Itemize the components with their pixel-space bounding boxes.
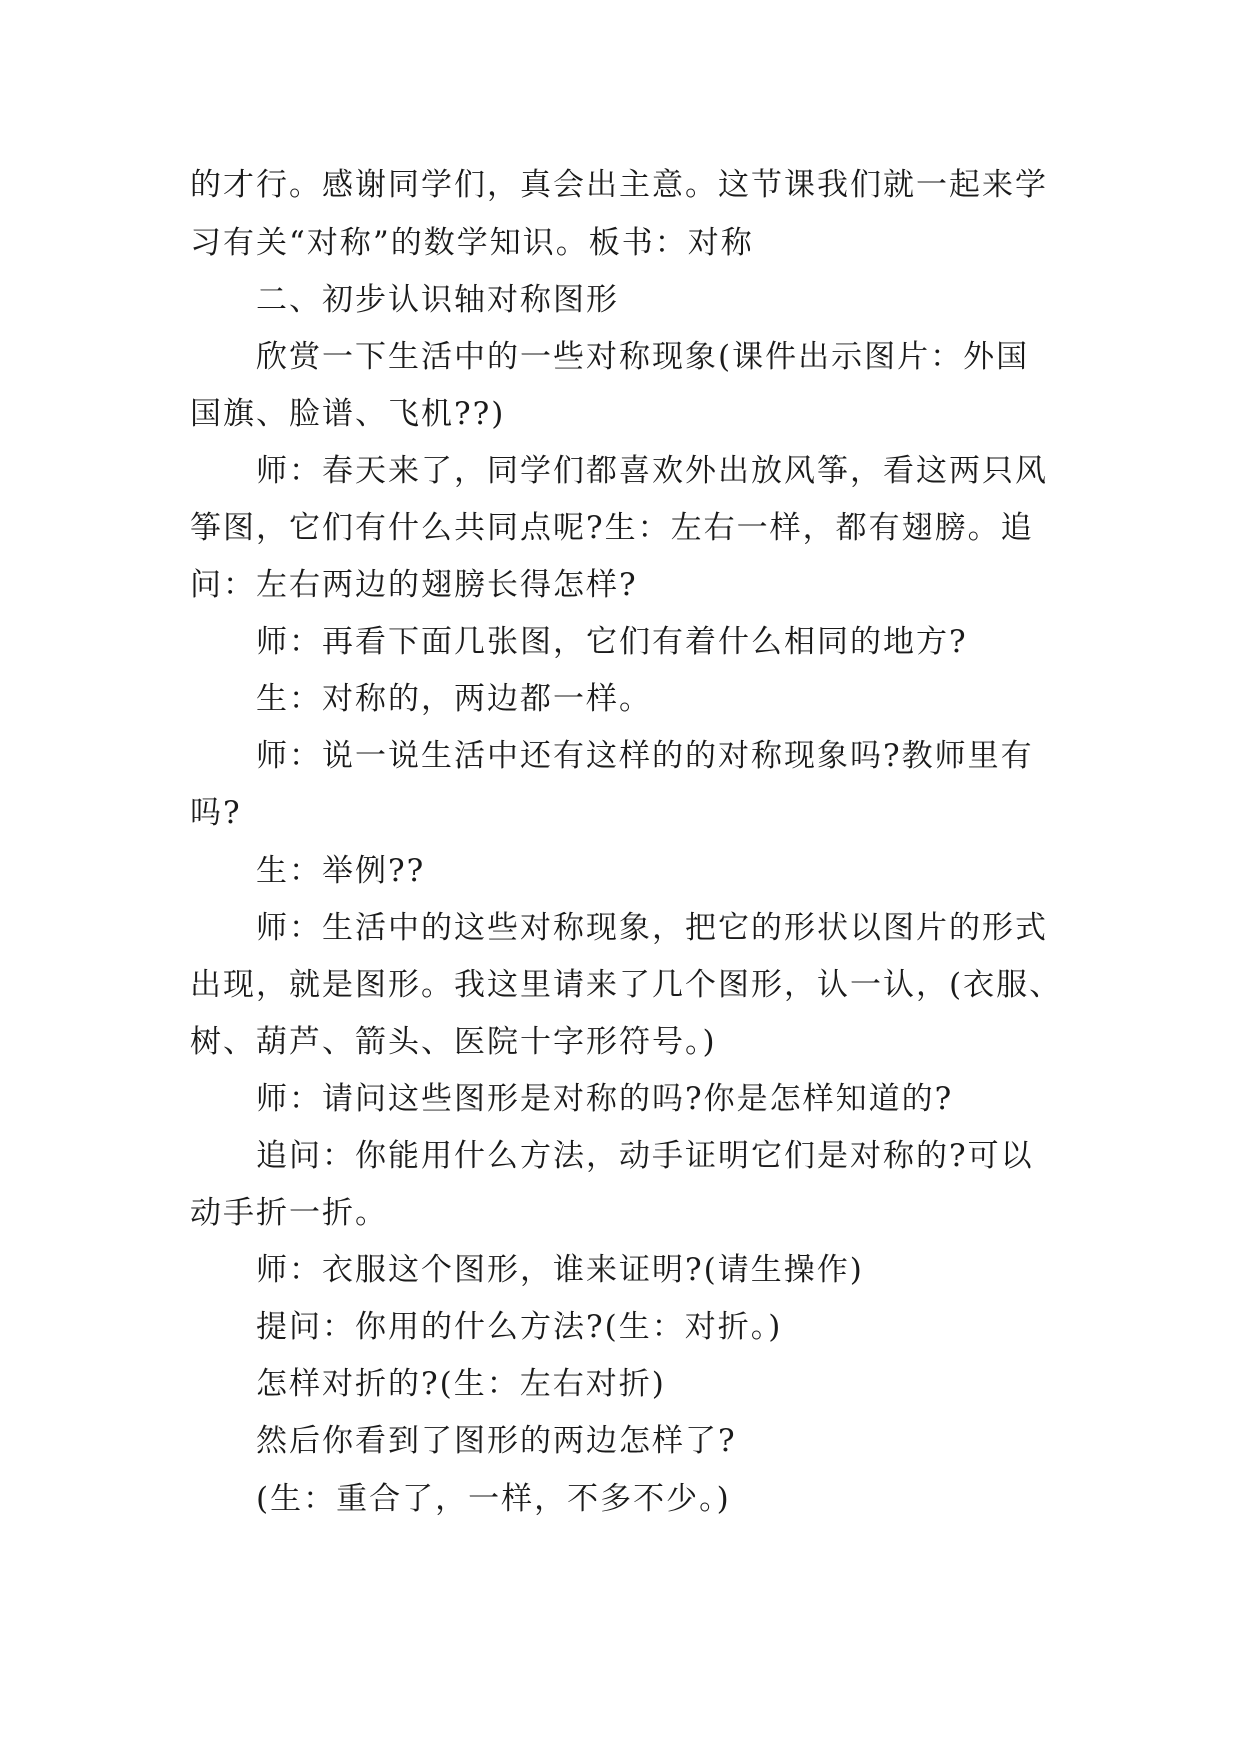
text-line: 生：举例??: [256, 853, 426, 889]
text-line: 师：请问这些图形是对称的吗?你是怎样知道的?: [256, 1081, 954, 1117]
text-line: 追问：你能用什么方法，动手证明它们是对称的?可以: [256, 1138, 1034, 1174]
section-heading: 二、初步认识轴对称图形: [256, 282, 619, 318]
text-line: 然后你看到了图形的两边怎样了?: [256, 1423, 737, 1459]
text-line: 树、葫芦、箭头、医院十字形符号。): [190, 1024, 717, 1060]
text-line: 师：生活中的这些对称现象，把它的形状以图片的形式: [256, 910, 1048, 946]
text-line: 出现，就是图形。我这里请来了几个图形，认一认，(衣服、: [190, 967, 1063, 1003]
text-line: 动手折一折。: [190, 1195, 388, 1231]
text-line: 国旗、脸谱、飞机??): [190, 396, 506, 432]
text-line: 生：对称的，两边都一样。: [256, 681, 652, 717]
text-line: 怎样对折的?(生：左右对折): [256, 1366, 666, 1402]
text-line: 问：左右两边的翅膀长得怎样?: [190, 567, 638, 603]
text-line: 筝图，它们有什么共同点呢?生：左右一样，都有翅膀。追: [190, 510, 1034, 546]
text-line: 提问：你用的什么方法?(生：对折。): [256, 1309, 783, 1345]
text-line: (生：重合了，一样，不多不少。): [256, 1481, 731, 1517]
text-line: 的才行。感谢同学们，真会出主意。这节课我们就一起来学: [190, 167, 1048, 203]
text-line: 师：再看下面几张图，它们有着什么相同的地方?: [256, 624, 968, 660]
text-line: 吗?: [190, 795, 242, 831]
text-line: 师：春天来了，同学们都喜欢外出放风筝，看这两只风: [256, 453, 1048, 489]
text-line: 欣赏一下生活中的一些对称现象(课件出示图片：外国: [256, 339, 1030, 375]
text-line: 师：衣服这个图形，谁来证明?(请生操作): [256, 1252, 864, 1288]
text-line: 习有关“对称”的数学知识。板书：对称: [190, 225, 754, 261]
text-line: 师：说一说生活中还有这样的的对称现象吗?教师里有: [256, 738, 1034, 774]
